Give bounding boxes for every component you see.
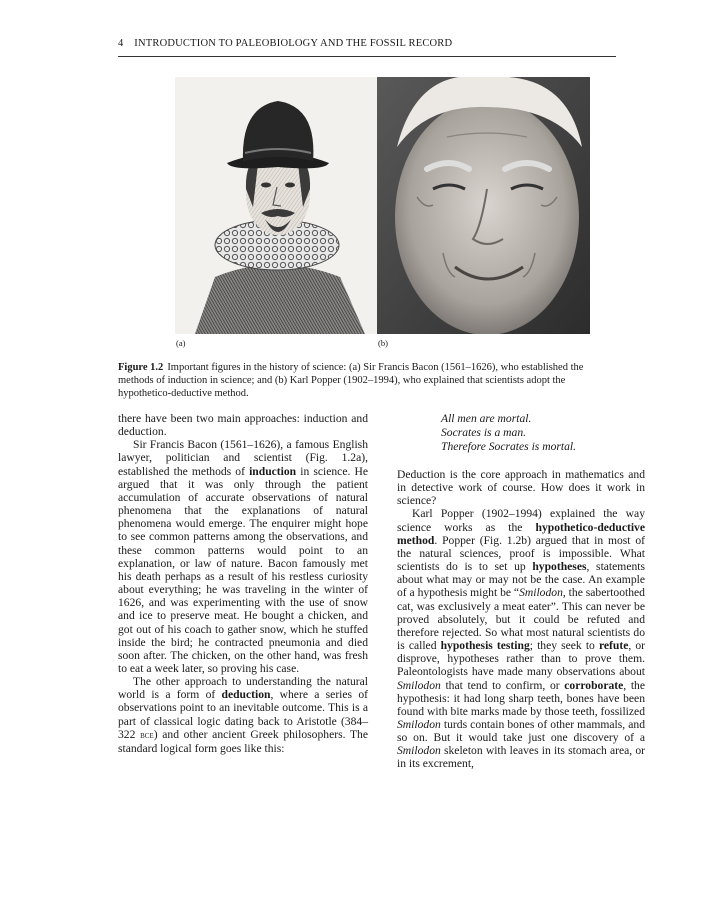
running-header xyxy=(118,38,618,49)
paragraph-text: , statements about what may or may not be the case. An example of a hypothesis might be “ xyxy=(397,560,645,600)
paragraph-text: Karl Popper (1902–1994) explained the way science works as the xyxy=(397,507,645,534)
paragraph xyxy=(118,438,368,675)
paragraph-text: The other approach to understanding the natural world is a form of xyxy=(118,675,368,702)
paragraph-text: , the hypothesis: it had long sharp teeth, bones have been found with bite marks made by those teeth, fossilized xyxy=(397,678,645,718)
panel-b-label: (b) xyxy=(378,338,388,348)
key-term: hypothesis testing xyxy=(440,639,530,653)
syllogism-block xyxy=(441,412,645,454)
era-abbreviation: bce xyxy=(140,729,154,741)
key-term: refute xyxy=(598,639,629,653)
paragraph-text: that tend to confirm, or xyxy=(440,678,565,692)
key-term: hypotheses xyxy=(532,560,587,574)
paragraph xyxy=(397,468,645,507)
key-term: hypothetico-deductive method xyxy=(397,520,645,547)
header-rule xyxy=(118,56,616,57)
running-title: INTRODUCTION TO PALEOBIOLOGY AND THE FOSSIL RECORD xyxy=(134,38,453,49)
figure-caption xyxy=(118,361,618,400)
paragraph-text: , where a series of observations point to an inevitable outcome. This is a part of classical logic dating back to Aristotle (384–322 xyxy=(118,688,368,741)
paragraph-text: ; they seek to xyxy=(529,639,599,653)
paragraph-text: there have been two main approaches: induction and deduction. xyxy=(118,412,368,439)
paragraph-text: Sir Francis Bacon (1561–1626), a famous English lawyer, politician and scientist (Fig. 1.2a), established the methods of xyxy=(118,438,368,478)
figure-caption-label: Figure 1.2 xyxy=(118,362,164,373)
syllogism-line: Socrates is a man. xyxy=(441,426,527,439)
paragraph-text: , the sabertoothed cat, was exclusively a meat eater”. This can never be proved absolutely, but it could be refuted and therefore rejected. So what most natural scientists do is called xyxy=(397,586,645,653)
syllogism-line: All men are mortal. xyxy=(441,412,532,425)
paragraph xyxy=(397,507,645,770)
key-term: induction xyxy=(249,464,297,478)
taxon-name: Smilodon xyxy=(397,744,441,758)
paragraph-text: ) and other ancient Greek philosophers. The standard logical form goes like this: xyxy=(118,727,368,755)
taxon-name: Smilodon xyxy=(397,717,441,731)
taxon-name: Smilodon xyxy=(519,586,563,600)
paragraph-text: . Popper (Fig. 1.2b) argued that in most of the natural sciences, proof is impossible. What scientists do is to set up xyxy=(397,533,645,574)
syllogism-line: Therefore Socrates is mortal. xyxy=(441,440,577,453)
right-text-column xyxy=(397,412,645,771)
left-text-column xyxy=(118,412,368,755)
taxon-name: Smilodon xyxy=(397,678,441,692)
paragraph-text: Deduction is the core approach in mathematics and in detective work of course. How does it work in science? xyxy=(397,468,645,508)
figure-panel-b-popper-portrait xyxy=(377,77,590,334)
figure-panel-a-bacon-portrait xyxy=(175,77,377,334)
paragraph xyxy=(118,412,368,438)
key-term: deduction xyxy=(221,688,271,702)
panel-a-label: (a) xyxy=(176,338,186,348)
paragraph-text: , or disprove, hypotheses rather than to prove them. Paleontologists have made many observations about xyxy=(397,639,645,679)
paragraph-text: skeleton with leaves in its stomach area, or in its excrement, xyxy=(397,744,645,771)
paragraph-text: turds contain bones of other mammals, and so on. But it would take just one discovery of a xyxy=(397,717,645,745)
paragraph xyxy=(118,675,368,755)
key-term: corroborate xyxy=(564,678,624,692)
paragraph-text: in science. He argued that it was only through the patient accumulation of accurate observations of natural phenomena that the explanations of natural phenomena would emerge. The enquirer might hope to see common patterns among the observations, and these common patterns would point to an explanation, or law of nature. Bacon famously met his death perhaps as a result of his restless curiosity about everything; he was traveling in the winter of 1626, and was experimenting with the use of snow and ice to preserve meat. He bought a chicken, and got out of his coach to gather snow, which he stuffed inside the bird; he contracted pneumonia and died soon after. The chicken, on the other hand, was fresh to eat a week later, so proving his case. xyxy=(118,464,369,675)
figure-caption-text: Important figures in the history of science: (a) Sir Francis Bacon (1561–1626), who established the methods of induction in science; and (b) Karl Popper (1902–1994), who explained that scientists adopt the hypothetico-deductive method. xyxy=(118,362,584,399)
page-number: 4 xyxy=(118,38,124,49)
